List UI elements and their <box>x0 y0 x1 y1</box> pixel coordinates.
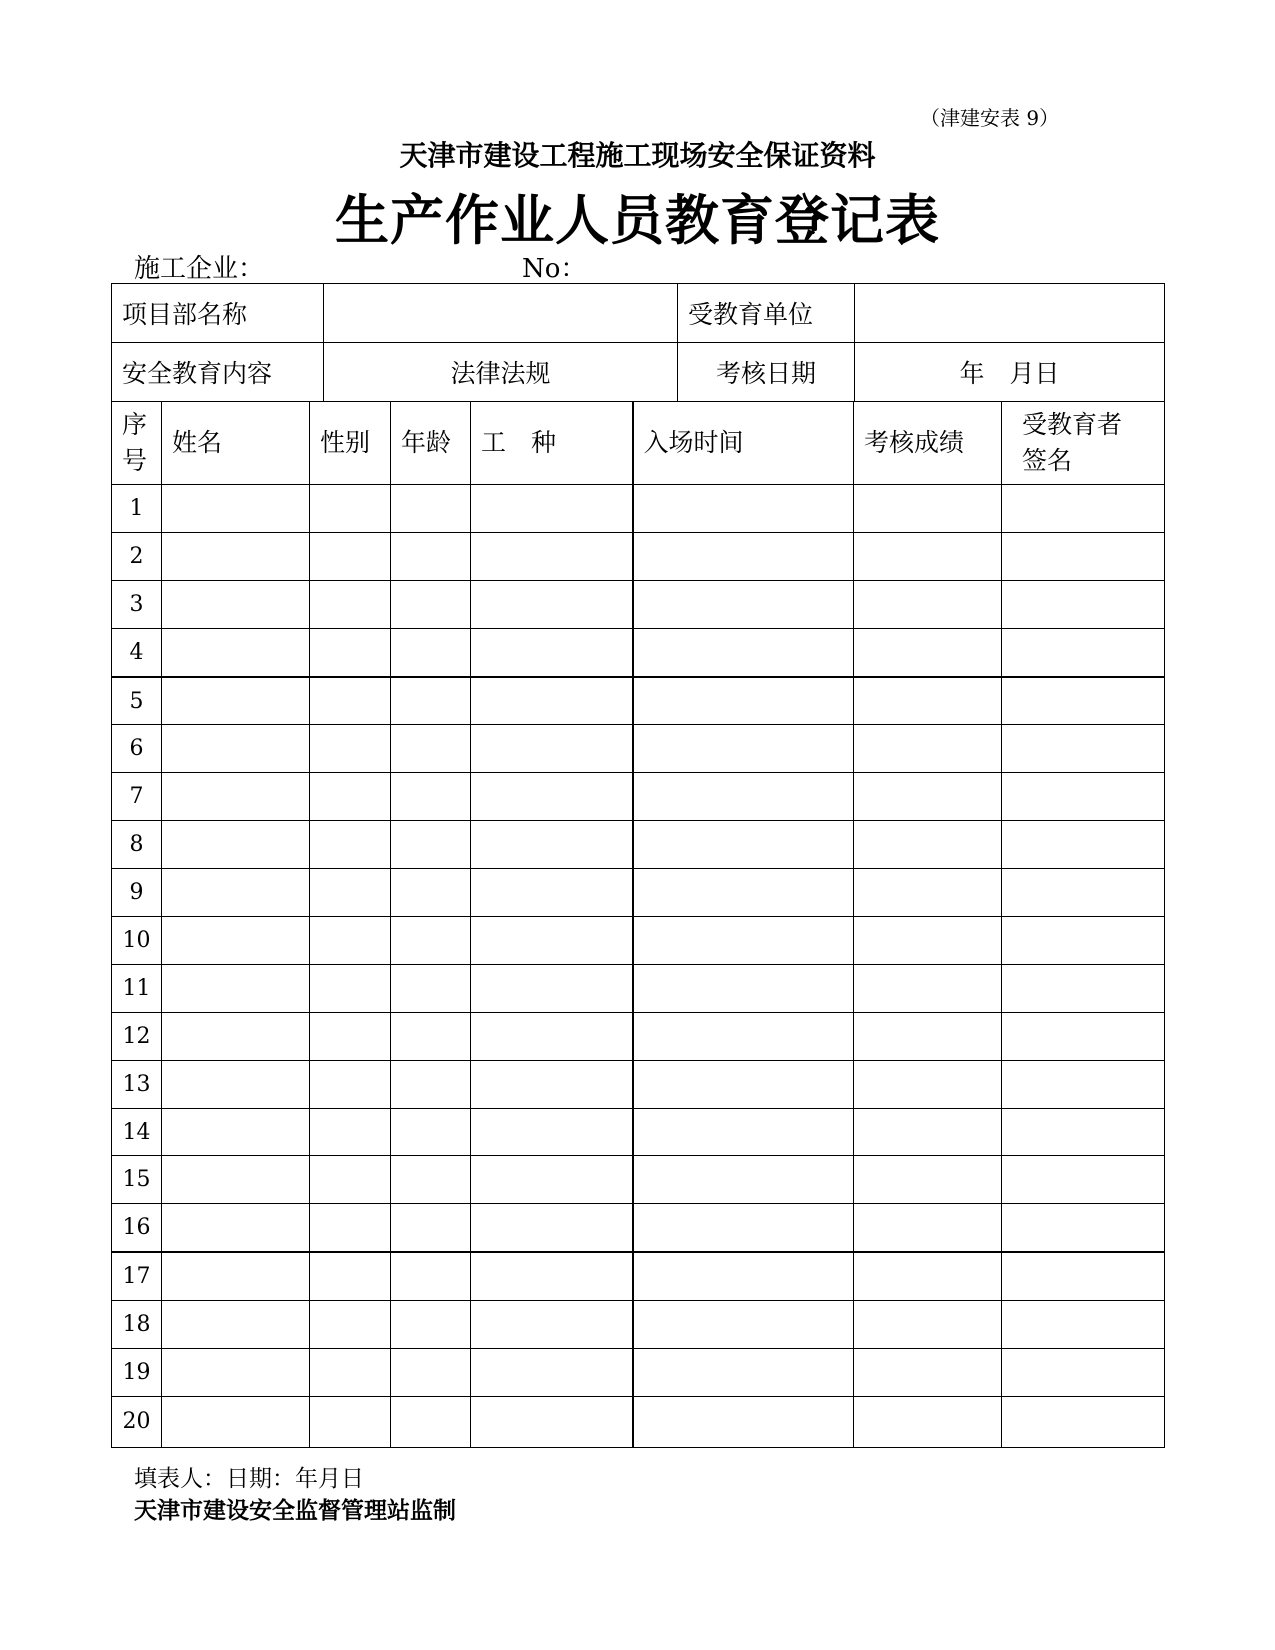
trade-cell[interactable] <box>471 1156 633 1204</box>
score-cell[interactable] <box>854 917 1002 965</box>
row-number: 17 <box>112 1252 162 1300</box>
column-header-gender: 性别 <box>310 402 391 485</box>
trade-cell[interactable] <box>471 628 633 676</box>
row-number: 13 <box>112 1060 162 1108</box>
form-title: 生产作业人员教育登记表 <box>335 189 940 252</box>
age-cell[interactable] <box>391 628 471 676</box>
column-header-score: 考核成绩 <box>854 402 1002 485</box>
entry-time-cell[interactable] <box>633 1108 854 1156</box>
trade-cell[interactable] <box>471 869 633 917</box>
signature-cell[interactable] <box>1002 1204 1165 1252</box>
trade-cell[interactable] <box>471 1012 633 1060</box>
gender-cell[interactable] <box>310 869 391 917</box>
trade-cell[interactable] <box>471 580 633 628</box>
trade-cell[interactable] <box>471 1108 633 1156</box>
trade-cell[interactable] <box>471 1396 633 1447</box>
name-cell[interactable] <box>162 1108 310 1156</box>
gender-cell[interactable] <box>310 1301 391 1349</box>
age-cell[interactable] <box>391 1108 471 1156</box>
table-body <box>112 485 1165 1448</box>
signature-cell[interactable] <box>1002 1301 1165 1349</box>
row-number: 8 <box>112 821 162 869</box>
project-row <box>112 284 1165 343</box>
gender-cell[interactable] <box>310 964 391 1012</box>
info-table <box>111 283 1165 402</box>
gender-cell[interactable] <box>310 1156 391 1204</box>
gender-cell[interactable] <box>310 821 391 869</box>
score-cell[interactable] <box>854 1301 1002 1349</box>
gender-cell[interactable] <box>310 1204 391 1252</box>
score-cell[interactable] <box>854 532 1002 580</box>
score-cell[interactable] <box>854 580 1002 628</box>
row-number: 3 <box>112 580 162 628</box>
score-cell[interactable] <box>854 1108 1002 1156</box>
name-cell[interactable] <box>162 1156 310 1204</box>
table-row <box>112 773 1165 821</box>
gender-cell[interactable] <box>310 1012 391 1060</box>
name-cell[interactable] <box>162 580 310 628</box>
gender-cell[interactable] <box>310 485 391 533</box>
gender-cell[interactable] <box>310 677 391 725</box>
score-cell[interactable] <box>854 677 1002 725</box>
name-cell[interactable] <box>162 773 310 821</box>
row-number: 18 <box>112 1301 162 1349</box>
gender-cell[interactable] <box>310 917 391 965</box>
age-cell[interactable] <box>391 485 471 533</box>
score-cell[interactable] <box>854 773 1002 821</box>
score-cell[interactable] <box>854 628 1002 676</box>
column-header-age: 年龄 <box>391 402 471 485</box>
age-cell[interactable] <box>391 1252 471 1300</box>
signature-cell[interactable] <box>1002 1252 1165 1300</box>
signature-cell[interactable] <box>1002 917 1165 965</box>
gender-cell[interactable] <box>310 628 391 676</box>
table-row <box>112 1301 1165 1349</box>
signature-cell[interactable] <box>1002 1012 1165 1060</box>
row-number: 14 <box>112 1108 162 1156</box>
score-cell[interactable] <box>854 725 1002 773</box>
project-value-cell[interactable] <box>324 284 678 343</box>
row-number: 11 <box>112 964 162 1012</box>
filler-date-line: 填表人：日期：年月日 <box>134 1466 364 1492</box>
personnel-table <box>111 401 1165 1448</box>
row-number: 12 <box>112 1012 162 1060</box>
entry-time-cell[interactable] <box>633 1396 854 1447</box>
table-row <box>112 677 1165 725</box>
entry-time-cell[interactable] <box>633 1252 854 1300</box>
entry-time-cell[interactable] <box>633 821 854 869</box>
age-cell[interactable] <box>391 917 471 965</box>
trade-cell[interactable] <box>471 485 633 533</box>
row-number: 1 <box>112 485 162 533</box>
name-cell[interactable] <box>162 1301 310 1349</box>
age-cell[interactable] <box>391 677 471 725</box>
score-cell[interactable] <box>854 1204 1002 1252</box>
age-cell[interactable] <box>391 821 471 869</box>
row-number: 5 <box>112 677 162 725</box>
signature-cell[interactable] <box>1002 1349 1165 1397</box>
entry-time-cell[interactable] <box>633 773 854 821</box>
trade-cell[interactable] <box>471 1252 633 1300</box>
entry-time-cell[interactable] <box>633 1301 854 1349</box>
table-row <box>112 964 1165 1012</box>
trade-cell[interactable] <box>471 532 633 580</box>
table-row <box>112 821 1165 869</box>
score-cell[interactable] <box>854 1060 1002 1108</box>
table-row <box>112 485 1165 533</box>
row-number: 9 <box>112 869 162 917</box>
trade-cell[interactable] <box>471 1301 633 1349</box>
name-cell[interactable] <box>162 1252 310 1300</box>
score-cell[interactable] <box>854 1396 1002 1447</box>
trade-cell[interactable] <box>471 725 633 773</box>
table-row <box>112 628 1165 676</box>
issuer-line: 天津市建设安全监督管理站监制 <box>134 1497 456 1524</box>
gender-cell[interactable] <box>310 1252 391 1300</box>
age-cell[interactable] <box>391 1301 471 1349</box>
signature-cell[interactable] <box>1002 485 1165 533</box>
signature-cell[interactable] <box>1002 677 1165 725</box>
signature-cell[interactable] <box>1002 532 1165 580</box>
form-code: （津建安表 9） <box>920 106 1060 130</box>
entry-time-cell[interactable] <box>633 1156 854 1204</box>
row-number: 4 <box>112 628 162 676</box>
trade-cell[interactable] <box>471 1204 633 1252</box>
age-cell[interactable] <box>391 1396 471 1447</box>
age-cell[interactable] <box>391 964 471 1012</box>
name-cell[interactable] <box>162 725 310 773</box>
row-number: 15 <box>112 1156 162 1204</box>
column-header-trade: 工 种 <box>471 402 633 485</box>
entry-time-cell[interactable] <box>633 725 854 773</box>
gender-cell[interactable] <box>310 1108 391 1156</box>
name-cell[interactable] <box>162 1396 310 1447</box>
gender-cell[interactable] <box>310 532 391 580</box>
entry-time-cell[interactable] <box>633 964 854 1012</box>
signature-cell[interactable] <box>1002 773 1165 821</box>
entry-time-cell[interactable] <box>633 869 854 917</box>
signature-cell[interactable] <box>1002 1156 1165 1204</box>
signature-cell[interactable] <box>1002 821 1165 869</box>
row-number: 10 <box>112 917 162 965</box>
table-row <box>112 869 1165 917</box>
trade-cell[interactable] <box>471 964 633 1012</box>
gender-cell[interactable] <box>310 773 391 821</box>
entry-time-cell[interactable] <box>633 1349 854 1397</box>
row-number: 2 <box>112 532 162 580</box>
signature-cell[interactable] <box>1002 1060 1165 1108</box>
age-cell[interactable] <box>391 532 471 580</box>
entry-time-cell[interactable] <box>633 1204 854 1252</box>
name-cell[interactable] <box>162 485 310 533</box>
entry-time-cell[interactable] <box>633 532 854 580</box>
entry-time-cell[interactable] <box>633 485 854 533</box>
signature-cell[interactable] <box>1002 725 1165 773</box>
document-number-label: No： <box>522 254 587 284</box>
trade-cell[interactable] <box>471 677 633 725</box>
unit-label: 受教育单位 <box>678 284 855 343</box>
entry-time-cell[interactable] <box>633 628 854 676</box>
registration-table-wrapper <box>111 283 1164 1448</box>
name-cell[interactable] <box>162 917 310 965</box>
signature-cell[interactable] <box>1002 964 1165 1012</box>
age-cell[interactable] <box>391 1060 471 1108</box>
table-row <box>112 1252 1165 1300</box>
trade-cell[interactable] <box>471 773 633 821</box>
row-number: 19 <box>112 1349 162 1397</box>
name-cell[interactable] <box>162 821 310 869</box>
table-row <box>112 580 1165 628</box>
score-cell[interactable] <box>854 869 1002 917</box>
row-number: 7 <box>112 773 162 821</box>
table-row <box>112 1349 1165 1397</box>
gender-cell[interactable] <box>310 1349 391 1397</box>
signature-cell[interactable] <box>1002 1108 1165 1156</box>
score-cell[interactable] <box>854 1252 1002 1300</box>
name-cell[interactable] <box>162 964 310 1012</box>
entry-time-cell[interactable] <box>633 1012 854 1060</box>
age-cell[interactable] <box>391 773 471 821</box>
age-cell[interactable] <box>391 869 471 917</box>
signature-cell[interactable] <box>1002 869 1165 917</box>
entry-time-cell[interactable] <box>633 917 854 965</box>
signature-cell[interactable] <box>1002 1396 1165 1447</box>
age-cell[interactable] <box>391 1204 471 1252</box>
table-row <box>112 1060 1165 1108</box>
column-header-signature: 受教育者签名 <box>1002 402 1165 485</box>
name-cell[interactable] <box>162 1349 310 1397</box>
table-row <box>112 1012 1165 1060</box>
score-cell[interactable] <box>854 485 1002 533</box>
age-cell[interactable] <box>391 725 471 773</box>
entry-time-cell[interactable] <box>633 1060 854 1108</box>
table-header-row <box>112 402 1165 485</box>
unit-value-cell[interactable] <box>855 284 1165 343</box>
content-value[interactable]: 法律法规 <box>324 343 678 402</box>
age-cell[interactable] <box>391 1012 471 1060</box>
table-row <box>112 1396 1165 1447</box>
column-header-name: 姓名 <box>162 402 310 485</box>
score-cell[interactable] <box>854 964 1002 1012</box>
age-cell[interactable] <box>391 580 471 628</box>
name-cell[interactable] <box>162 869 310 917</box>
name-cell[interactable] <box>162 1060 310 1108</box>
trade-cell[interactable] <box>471 917 633 965</box>
signature-cell[interactable] <box>1002 628 1165 676</box>
name-cell[interactable] <box>162 677 310 725</box>
date-value[interactable]: 年 月日 <box>855 343 1165 402</box>
name-cell[interactable] <box>162 628 310 676</box>
trade-cell[interactable] <box>471 1060 633 1108</box>
score-cell[interactable] <box>854 1349 1002 1397</box>
trade-cell[interactable] <box>471 821 633 869</box>
name-cell[interactable] <box>162 1012 310 1060</box>
table-row <box>112 532 1165 580</box>
entry-time-cell[interactable] <box>633 677 854 725</box>
table-row <box>112 1108 1165 1156</box>
gender-cell[interactable] <box>310 1396 391 1447</box>
score-cell[interactable] <box>854 821 1002 869</box>
gender-cell[interactable] <box>310 580 391 628</box>
table-row <box>112 725 1165 773</box>
signature-cell[interactable] <box>1002 580 1165 628</box>
age-cell[interactable] <box>391 1349 471 1397</box>
row-number: 6 <box>112 725 162 773</box>
name-cell[interactable] <box>162 532 310 580</box>
entry-time-cell[interactable] <box>633 580 854 628</box>
gender-cell[interactable] <box>310 1060 391 1108</box>
company-label: 施工企业： <box>134 254 265 284</box>
gender-cell[interactable] <box>310 725 391 773</box>
project-label: 项目部名称 <box>112 284 324 343</box>
score-cell[interactable] <box>854 1012 1002 1060</box>
age-cell[interactable] <box>391 1156 471 1204</box>
date-label: 考核日期 <box>678 343 855 402</box>
row-number: 20 <box>112 1396 162 1447</box>
score-cell[interactable] <box>854 1156 1002 1204</box>
content-row <box>112 343 1165 402</box>
content-label: 安全教育内容 <box>112 343 324 402</box>
table-row <box>112 1156 1165 1204</box>
row-number: 16 <box>112 1204 162 1252</box>
table-row <box>112 1204 1165 1252</box>
column-header-entry-time: 入场时间 <box>633 402 854 485</box>
trade-cell[interactable] <box>471 1349 633 1397</box>
column-header-seq: 序号 <box>112 402 162 485</box>
table-row <box>112 917 1165 965</box>
name-cell[interactable] <box>162 1204 310 1252</box>
form-subtitle: 天津市建设工程施工现场安全保证资料 <box>399 139 876 172</box>
